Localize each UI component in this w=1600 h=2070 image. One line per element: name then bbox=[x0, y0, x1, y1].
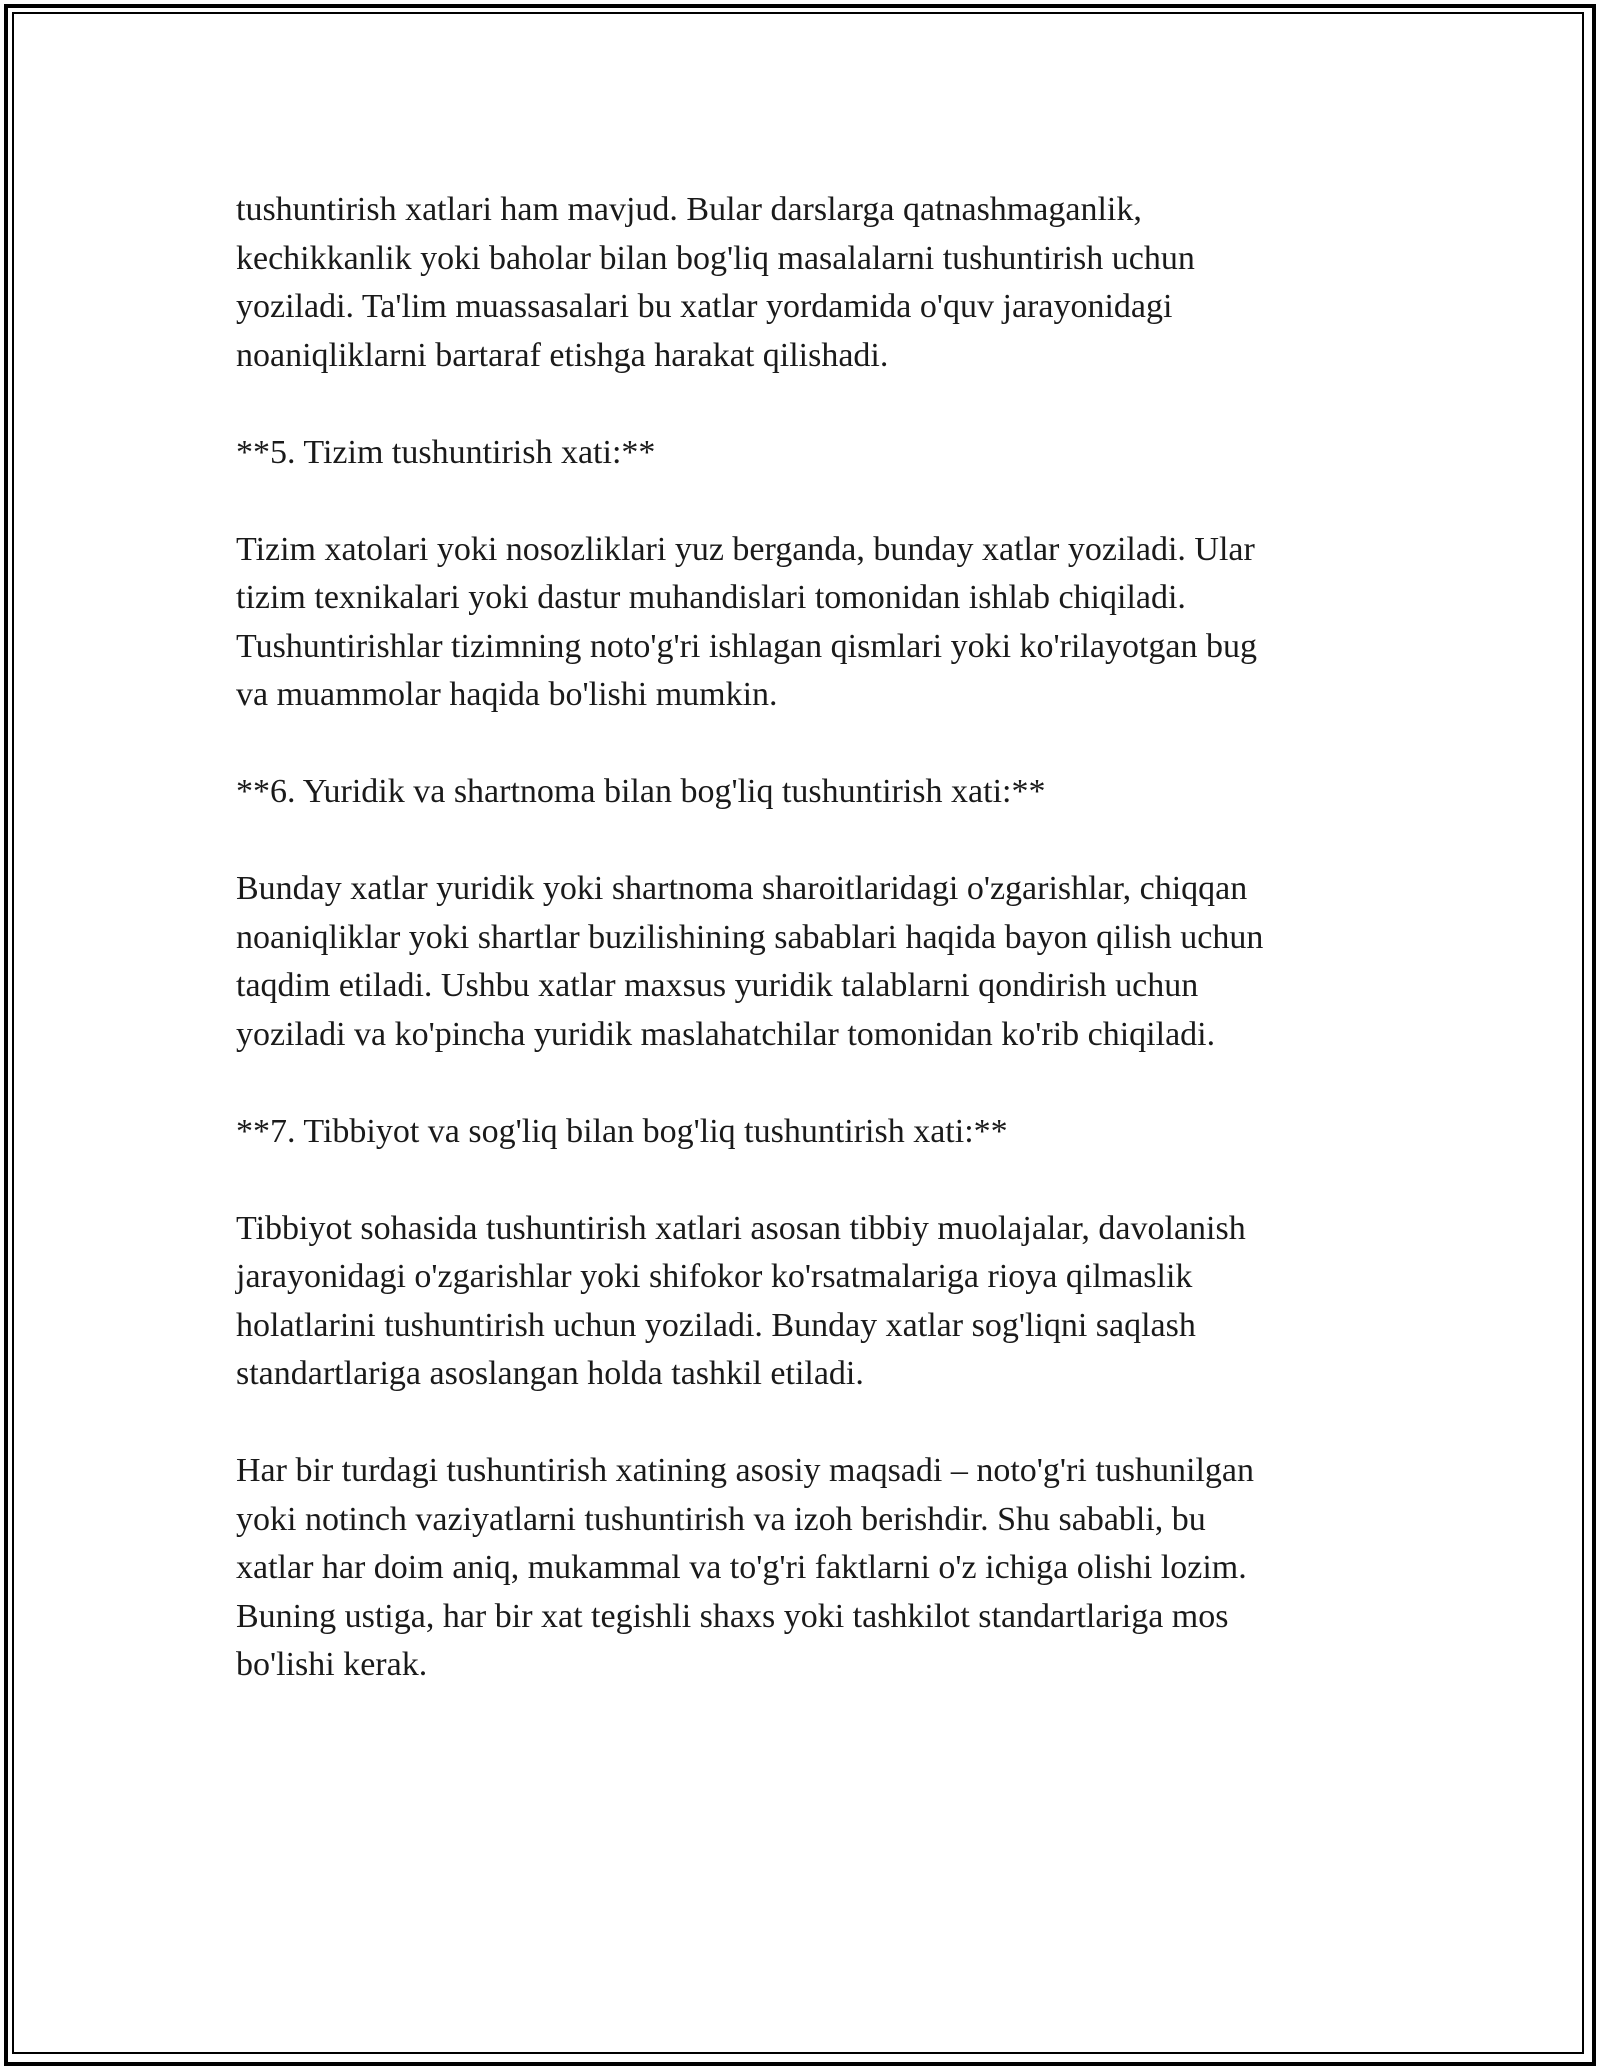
heading-section-7: **7. Tibbiyot va sog'liq bilan bog'liq tushuntirish xati:** bbox=[236, 1112, 1008, 1150]
paragraph-section-5: Tizim xatolari yoki nosozliklari yuz berganda, bunday xatlar yoziladi. Ular tizim texnikalari yoki dastur muhandislari tomonidan ishlab chiqiladi. Tushuntirishlar tizimning noto'g'ri ishlagan qismlari yoki ko'rilayotgan bug va muammolar haqida bo'lishi mumkin. bbox=[236, 530, 1257, 713]
paragraph-section-7: Tibbiyot sohasida tushuntirish xatlari asosan tibbiy muolajalar, davolanish jarayonidagi o'zgarishlar yoki shifokor ko'rsatmalariga rioya qilmaslik holatlarini tushuntirish uchun yoziladi. Bunday xatlar sog'liqni saqlash standartlariga asoslangan holda tashkil etiladi. bbox=[236, 1209, 1246, 1392]
paragraph-section-6: Bunday xatlar yuridik yoki shartnoma sharoitlaridagi o'zgarishlar, chiqqan noaniqliklar yoki shartlar buzilishining sabablari haqida bayon qilish uchun taqdim etiladi. Ushbu xatlar maxsus yuridik talablarni qondirish uchun yoziladi va ko'pincha yuridik maslahatchilar tomonidan ko'rib chiqiladi. bbox=[236, 870, 1264, 1053]
document-body bbox=[236, 186, 1364, 1738]
heading-section-5: **5. Tizim tushuntirish xati:** bbox=[236, 433, 656, 471]
paragraph-intro-continuation: tushuntirish xatlari ham mavjud. Bular darslarga qatnashmaganlik, kechikkanlik yoki baholar bilan bog'liq masalalarni tushuntirish uchun yoziladi. Ta'lim muassasalari bu xatlar yordamida o'quv jarayonidagi noaniqliklarni bartaraf etishga harakat qilishadi. bbox=[236, 191, 1195, 374]
paragraph-conclusion: Har bir turdagi tushuntirish xatining asosiy maqsadi – noto'g'ri tushunilgan yoki notinch vaziyatlarni tushuntirish va izoh berishdir. Shu sababli, bu xatlar har doim aniq, mukammal va to'g'ri faktlarni o'z ichiga olishi lozim. Buning ustiga, har bir xat tegishli shaxs yoki tashkilot standartlariga mos bo'lishi kerak. bbox=[236, 1452, 1254, 1683]
heading-section-6: **6. Yuridik va shartnoma bilan bog'liq tushuntirish xati:** bbox=[236, 773, 1046, 810]
